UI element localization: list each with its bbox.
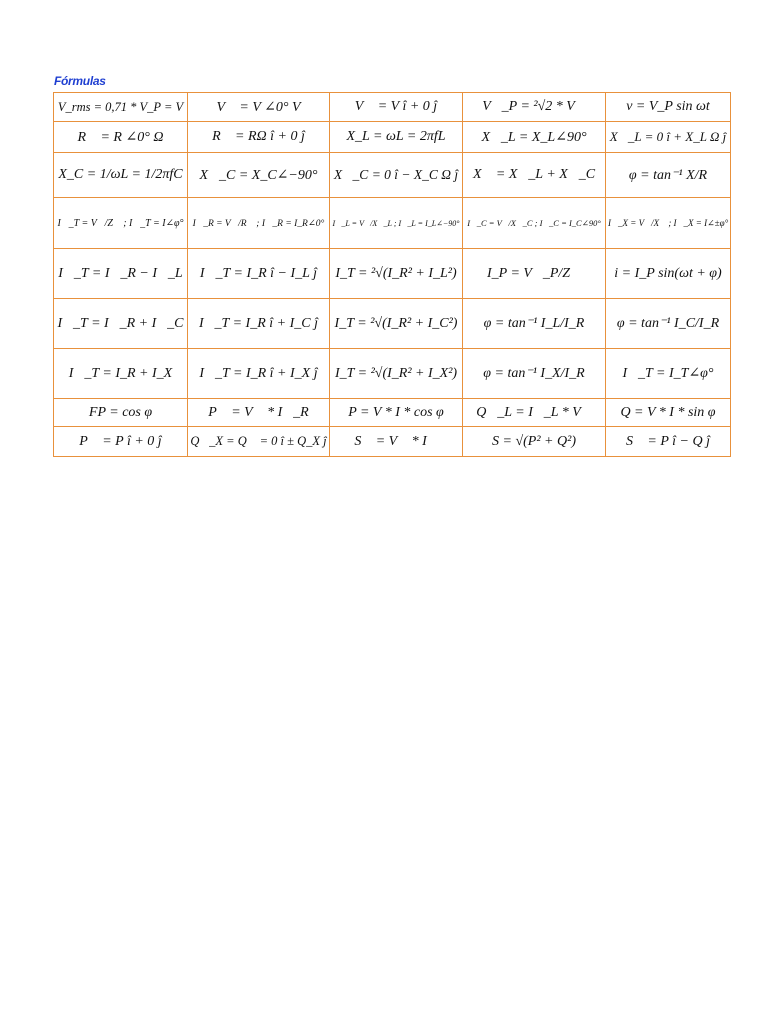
formula-cell: I_T = ²√(I_R² + I_X²) <box>330 349 463 399</box>
formula-cell: X_C = 1/ωL = 1/2πfC <box>54 153 188 198</box>
formula-cell: R⃗ = RΩ î + 0 ĵ <box>188 122 330 153</box>
table-row <box>54 249 731 299</box>
formula-cell: I⃗_T = I_T∠φ° <box>606 349 731 399</box>
formula-cell: P = V * I * cos φ <box>330 399 463 427</box>
formula-cell: I_T = ²√(I_R² + I_C²) <box>330 299 463 349</box>
formula-cell: R⃗ = R ∠0° Ω <box>54 122 188 153</box>
formula-cell: FP = cos φ <box>54 399 188 427</box>
formula-cell: φ = tan⁻¹ I_L/I_R <box>463 299 606 349</box>
formula-cell: I⃗_T = I⃗_R − I⃗_L <box>54 249 188 299</box>
formula-cell: φ = tan⁻¹ X/R <box>606 153 731 198</box>
formula-cell: I_P = V⃗_P/Z⃗ <box>463 249 606 299</box>
formula-cell: S⃗ = V⃗ * I⃗ <box>330 427 463 457</box>
formula-cell: X⃗_L = 0 î + X_L Ω ĵ <box>606 122 731 153</box>
formula-cell: I⃗_T = I⃗_R + I⃗_C <box>54 299 188 349</box>
table-row <box>54 198 731 249</box>
formula-cell: S⃗ = P î − Q ĵ <box>606 427 731 457</box>
formula-cell: V⃗ = V î + 0 ĵ <box>330 93 463 122</box>
formula-cell: φ = tan⁻¹ I_X/I_R <box>463 349 606 399</box>
formula-cell: X_L = ωL = 2πfL <box>330 122 463 153</box>
table-row <box>54 299 731 349</box>
formula-cell: I⃗_T = I_R î + I_X ĵ <box>188 349 330 399</box>
formula-cell: X⃗ = X⃗_L + X⃗_C <box>463 153 606 198</box>
formula-cell: I_T = ²√(I_R² + I_L²) <box>330 249 463 299</box>
formula-cell: I⃗_T = I_R î − I_L ĵ <box>188 249 330 299</box>
formula-cell: i = I_P sin(ωt + φ) <box>606 249 731 299</box>
formula-cell: V⃗ = V ∠0° V <box>188 93 330 122</box>
formula-cell: X⃗_C = X_C∠−90° <box>188 153 330 198</box>
formula-cell: X⃗_L = X_L∠90° <box>463 122 606 153</box>
table-row <box>54 153 731 198</box>
formula-cell: Q⃗_L = I⃗_L * V⃗ <box>463 399 606 427</box>
page-heading: Fórmulas <box>54 74 106 88</box>
formula-cell: P⃗ = V⃗ * I⃗_R <box>188 399 330 427</box>
formula-cell: I⃗_T = I_R + I_X <box>54 349 188 399</box>
formula-cell: I⃗_T = I_R î + I_C ĵ <box>188 299 330 349</box>
formula-cell: v = V_P sin ωt <box>606 93 731 122</box>
table-row <box>54 349 731 399</box>
formula-cell: Q⃗_X = Q⃗ = 0 î ± Q_X ĵ <box>188 427 330 457</box>
formula-cell: S = √(P² + Q²) <box>463 427 606 457</box>
formula-cell: V_rms = 0,71 * V_P = V <box>54 93 188 122</box>
formula-cell: X⃗_C = 0 î − X_C Ω ĵ <box>330 153 463 198</box>
formula-cell: φ = tan⁻¹ I_C/I_R <box>606 299 731 349</box>
table-row <box>54 93 731 122</box>
formula-table <box>53 92 731 457</box>
formula-cell: I⃗_T = V⃗/Z⃗ ; I⃗_T = I∠φ° <box>54 198 188 249</box>
formula-cell: Q = V * I * sin φ <box>606 399 731 427</box>
formula-cell: I⃗_X = V⃗/X⃗ ; I⃗_X = I∠±φ° <box>606 198 731 249</box>
table-row <box>54 399 731 427</box>
formula-cell: I⃗_R = V⃗/R⃗ ; I⃗_R = I_R∠0° <box>188 198 330 249</box>
formula-cell: I⃗_C = V⃗/X⃗_C ; I⃗_C = I_C∠90° <box>463 198 606 249</box>
table-row <box>54 122 731 153</box>
formula-cell: P⃗ = P î + 0 ĵ <box>54 427 188 457</box>
table-row <box>54 427 731 457</box>
formula-cell: I⃗_L = V⃗/X⃗_L ; I⃗_L = I_L∠−90° <box>330 198 463 249</box>
formula-cell: V⃗_P = ²√2 * V⃗ <box>463 93 606 122</box>
